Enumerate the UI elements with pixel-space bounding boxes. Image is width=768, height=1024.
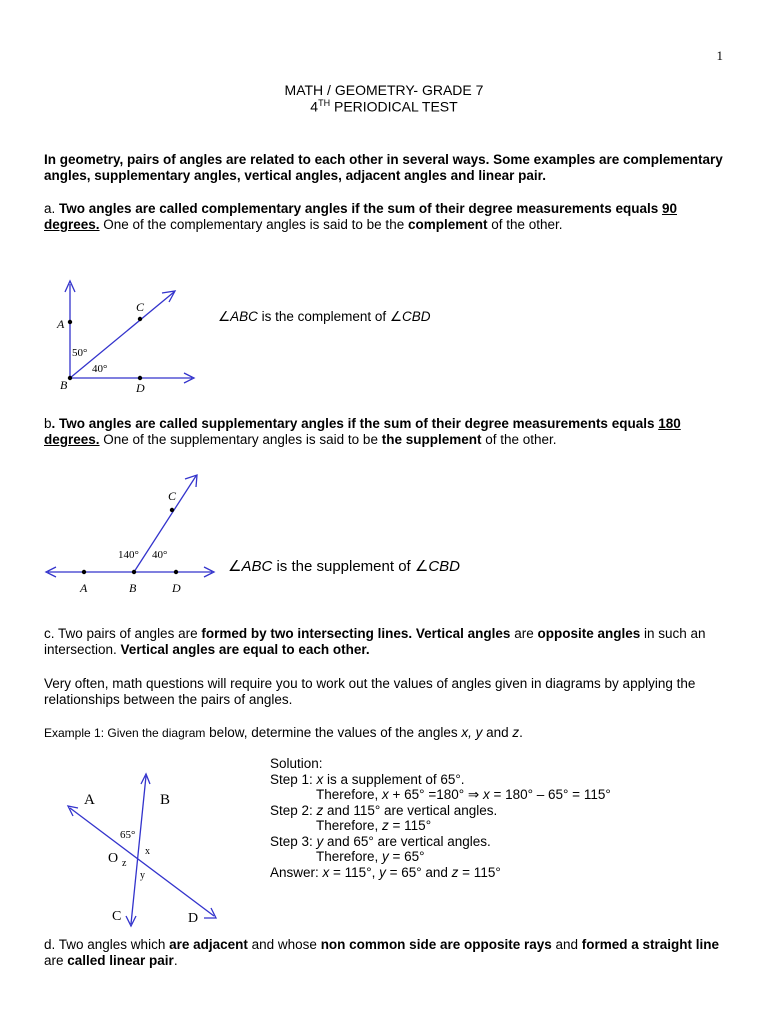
fig-a-label-a: A xyxy=(57,317,65,331)
fig-a-angle-2: 40° xyxy=(92,363,108,375)
section-c-text: c. Two pairs of angles are formed by two intersecting lines. Vertical angles are opposite angles in such an intersection. Vertical angles are equal to each other. xyxy=(44,626,706,657)
fig-c-label-d: D xyxy=(188,911,199,926)
fig-c-label-b: B xyxy=(160,792,171,808)
paragraph-very-often: Very often, math questions will require you to work out the values of angles given in diagrams by applying the relationships between the pairs of angles. xyxy=(44,676,696,707)
fig-a-label-d: D xyxy=(136,381,145,394)
intro-paragraph: In geometry, pairs of angles are related to each other in several ways. Some examples are complementary angles, supplementary angles, vertical angles, adjacent angles and linear pair. xyxy=(44,152,723,183)
section-b-text: b. Two angles are called supplementary angles if the sum of their degree measurements equals 180 degrees. One of the supplementary angles is said to be the supplement of the other. xyxy=(44,416,681,447)
fig-a-angle-1: 50° xyxy=(72,347,88,359)
fig-b-angle-2: 40° xyxy=(152,549,168,561)
fig-a-label-b: B xyxy=(60,378,68,392)
fig-a-caption: ∠ABC is the complement of ∠CBD xyxy=(218,309,431,324)
example-1-heading: Example 1: Given the diagram below, determine the values of the angles x, y and z. xyxy=(44,725,523,740)
title-line-1: MATH / GEOMETRY- GRADE 7 xyxy=(284,82,484,98)
fig-c-label-o: O xyxy=(108,851,119,866)
fig-b-caption: ∠ABC is the supplement of ∠CBD xyxy=(228,558,460,575)
fig-c-z: z xyxy=(122,858,127,869)
fig-c-label-a: A xyxy=(84,792,95,808)
fig-a-label-c: C xyxy=(136,300,145,314)
fig-b-angle-1: 140° xyxy=(118,549,139,561)
title-line-2: 4TH PERIODICAL TEST xyxy=(310,98,458,115)
fig-b-label-a: A xyxy=(80,581,88,595)
fig-c-angle: 65° xyxy=(120,829,136,841)
section-a-text: a. Two angles are called complementary angles if the sum of their degree measurements equals 90 degrees. One of the complementary angles is said to be the complement of the other. xyxy=(44,201,677,232)
fig-c-y: y xyxy=(140,870,145,881)
page-number: 1 xyxy=(716,48,723,63)
vertical-angles-diagram xyxy=(56,770,226,930)
fig-c-label-c: C xyxy=(112,909,122,924)
complementary-angle-diagram xyxy=(52,276,202,394)
supplementary-angle-diagram xyxy=(42,470,222,598)
fig-b-label-c: C xyxy=(168,489,177,503)
fig-b-label-b: B xyxy=(129,581,137,595)
fig-c-x: x xyxy=(145,846,150,857)
solution-block: Solution: Step 1: x is a supplement of 65°. Therefore, x + 65° =180° ⇒ x = 180° – 65° = 115° Step 2: z and 115° are vertical angles. Therefore, z = 115° Step 3: y and 65° are vertical angles. Therefore, y = 65° Answer: x = 115°, y = 65° and z = 115° xyxy=(270,756,611,880)
section-d-text: d. Two angles which are adjacent and whose non common side are opposite rays and formed a straight line are called linear pair. xyxy=(44,937,720,968)
fig-b-label-d: D xyxy=(172,581,181,595)
